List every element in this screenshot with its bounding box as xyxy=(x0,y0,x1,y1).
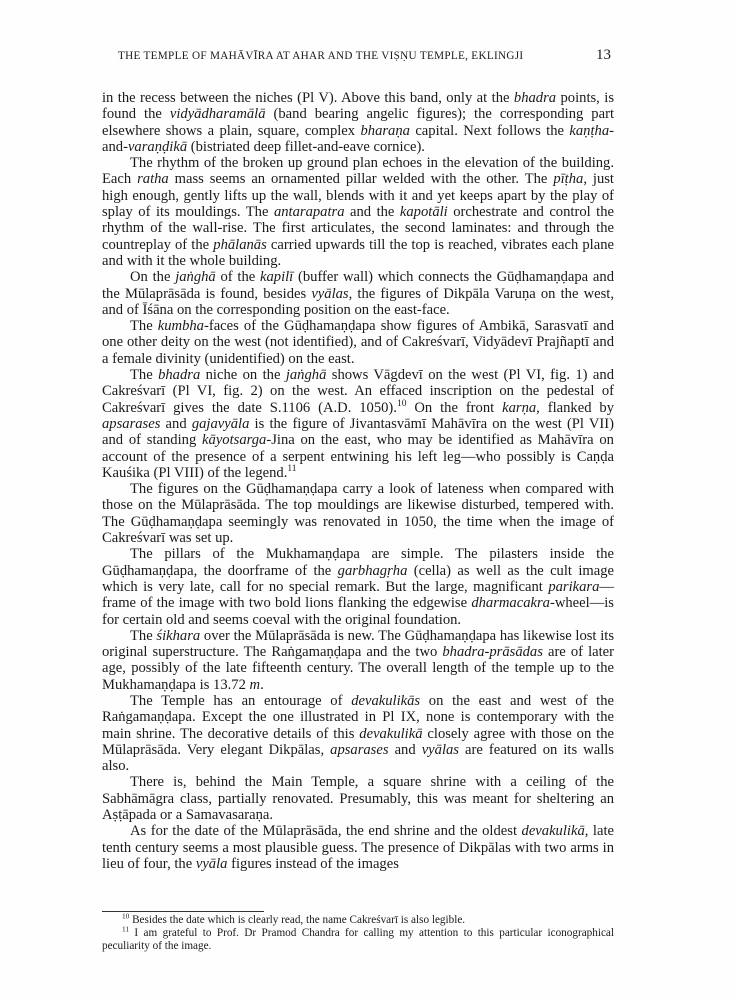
paragraph-7: The pillars of the Mukhamaṇḍapa are simple. The pilasters inside the Gūḍhamaṇḍapa, the doorframe of the garbhagṛha (cella) as well as the cult image which is very late, call for no special remark. But the large, magnificant parikara—frame of the image with two bold lions flanking the edgewise dharmacakra-wheel—is for certain old and seems coeval with the original foundation. xyxy=(102,546,614,628)
paragraph-8: The śikhara over the Mūlaprāsāda is new. The Gūḍhamaṇḍapa has likewise lost its original superstructure. The Raṅgamaṇḍapa and the two bhadra-prāsādas are of later age, possibly of the late fifteenth century. The overall length of the temple up to the Mukhamaṇḍapa is 13.72 m. xyxy=(102,627,615,693)
body-text xyxy=(102,90,614,872)
paragraph-5: The bhadra niche on the jaṅghā shows Vāgdevī on the west (Pl VI, fig. 1) and Cakreśvarī (Pl VI, fig. 2) on the west. An effaced inscription on the pedestal of Cakreśvarī gives the date S.1106 (A.D. 1050).$^{10}$ On the front karṇa, flanked by apsarases and gajavyāla is the figure of Jivantasvāmī Mahāvīra on the west (Pl VII) and of standing kāyotsarga-Jina on the east, who may be identified as Mahāvīra on account of the presence of a serpent entwining his left leg—who possibly is Caṇḍa Kauśika (Pl VIII) of the legend.$^{11}$ xyxy=(102,367,614,481)
paragraph-9: The Temple has an entourage of devakulikās on the east and west of the Raṅgamaṇḍapa. Except the one illustrated in Pl IX, none is contemporary with the main shrine. The decorative details of this devakulikā closely agree with those on the Mūlaprāsāda. Very elegant Dikpālas, apsarases and vyālas are featured on its walls also. xyxy=(102,692,614,775)
paragraph-6: The figures on the Gūḍhamaṇḍapa carry a look of lateness when compared with those on the Mūlaprāsāda. The top mouldings are likewise disturbed, tempered with. The Gūḍhamaṇḍapa seemingly was renovated in 1050, the time when the image of Cakreśvarī was set up. xyxy=(102,481,614,547)
footnote-10: $^{10}$ Besides the date which is clearly read, the name Cakreśvarī is also legible. xyxy=(122,912,466,926)
paragraph-2: The rhythm of the broken up ground plan echoes in the elevation of the building. Each ratha mass seems an ornamented pillar welded with the other. The pīṭha, just high enough, gently lifts up the wall, blends with it and yet keeps apart by the play of splay of its mouldings. The antarapatra and the kapotāli orchestrate and control the rhythm of the wall-rise. The first articulates, the second laminates: and through the countreplay of the phālanās carried upwards till the top is reached, vibrates each plane and with it the whole building. xyxy=(102,155,614,269)
paragraph-11: As for the date of the Mūlaprāsāda, the end shrine and the oldest devakulikā, late tenth century seems a most plausible guess. The presence of Dikpālas with two arms in lieu of four, the vyāla figures instead of the images xyxy=(102,823,614,872)
footnote-11: $^{11}$ I am grateful to Prof. Dr Pramod Chandra for calling my attention to this particular iconographical peculiarity of the image. xyxy=(102,925,614,952)
footnote-ref-11: 11 xyxy=(287,463,297,474)
running-head: THE TEMPLE OF MAHĀVĪRA AT AHAR AND THE VIṢṆU TEMPLE, EKLINGJI xyxy=(118,50,524,62)
paragraph-10: There is, behind the Main Temple, a square shrine with a ceiling of the Sabhāmāgra class, partially renovated. Presumably, this was meant for sheltering an Aṣṭāpada or a Samavasaraṇa. xyxy=(102,774,614,824)
paragraph-4: The kumbha-faces of the Gūḍhamaṇḍapa show figures of Ambikā, Sarasvatī and one other deity on the west (not identified), and of Cakreśvarī, Vidyādevī Prajñaptī and a female divinity (unidentified) on the east. xyxy=(102,318,614,367)
paragraph-1: in the recess between the niches (Pl V). Above this band, only at the bhadra points, is found the vidyādharamālā (band bearing angelic figures); the corresponding part elsewhere shows a plain, square, complex bharaṇa capital. Next follows the kaṇṭha-and-varaṇḍikā (bistriated deep fillet-and-eave cornice). xyxy=(102,90,615,155)
paragraph-3: On the jaṅghā of the kapilī (buffer wall) which connects the Gūḍhamaṇḍapa and the Mūlaprāsāda is found, besides vyālas, the figures of Dikpāla Varuṇa on the west, and of Īśāna on the corresponding position on the east-face. xyxy=(102,269,614,318)
footnote-ref-10: 10 xyxy=(396,398,407,409)
page-number: 13 xyxy=(596,47,611,63)
footnotes xyxy=(102,914,614,953)
